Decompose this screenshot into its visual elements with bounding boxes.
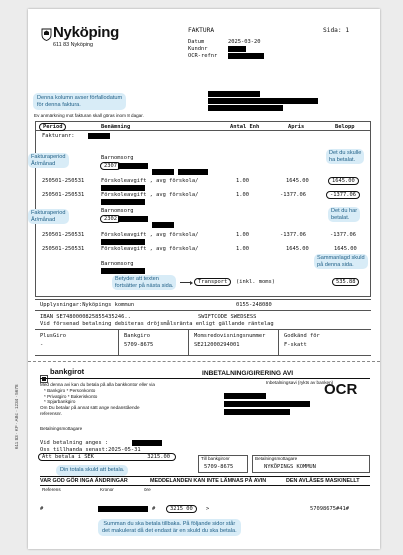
g1-row1-text: Förskoleavgift , avg förskola/: [101, 178, 199, 184]
bankgironr-value: 5709-8675: [204, 464, 234, 470]
iban: IBAN SE7480000825855435246..: [40, 314, 131, 320]
fakturanr-label: Fakturanr:: [42, 133, 75, 139]
group2-title: Barnomsorg: [101, 208, 134, 214]
invoice-page: [14, 9, 380, 549]
redacted-ref: [132, 440, 162, 446]
info-rule-3: [35, 329, 371, 330]
godkand-label: Godkänd för: [284, 333, 320, 339]
ocr-hash-2: #: [152, 506, 156, 512]
redacted-address-2: [208, 98, 318, 104]
redacted-ocr: [228, 53, 264, 59]
g1-row2-antal: 1.00: [236, 192, 249, 198]
crest-icon: [41, 28, 52, 41]
invoice-table: [35, 121, 371, 297]
g2-row2-period: 250501-250531: [42, 246, 85, 252]
group3-title: Barnomsorg: [101, 261, 134, 267]
kundnr-label: Kundnr: [188, 46, 208, 52]
redacted-g2-b: [152, 222, 174, 228]
g2-row2-antal: 1.00: [236, 246, 249, 252]
var-god: VAR GOD GÖR INGA ÄNDRINGAR: [40, 478, 128, 484]
redacted-slip-3: [224, 409, 290, 415]
redacted-g1-c: [178, 169, 208, 175]
slip-header-rule: [40, 378, 370, 379]
g2-row1-antal: 1.00: [236, 232, 249, 238]
moms-label: Momsredovisningsnummer: [194, 333, 266, 339]
g1-row2-belopp: -1377.06: [326, 191, 360, 199]
meddelanden: MEDDELANDEN KAN INTE LÄMNAS PÅ AVIN: [150, 478, 267, 484]
group1-title: Barnomsorg: [101, 155, 134, 161]
g1-row1-belopp: 1645.00: [328, 177, 359, 185]
vid-betalning: Vid betalning anges :: [40, 440, 109, 446]
g2-row2-belopp: 1645.00: [334, 246, 357, 252]
fakturaperiod-bubble-1: Fakturaperiod År/månad: [28, 153, 69, 168]
slip-bar-top: [40, 476, 370, 477]
should-pay-bubble: Det du skulle ha betalat.: [326, 149, 364, 164]
info-divider-2: [188, 329, 189, 355]
g2-row1-text: Förskoleavgift , avg förskola/: [101, 232, 199, 238]
mottagare-value: NYKÖPINGS KOMMUN: [264, 464, 316, 470]
redacted-address-1: [208, 91, 260, 97]
datum-label: Datum: [188, 39, 205, 45]
ore-label: öre: [144, 487, 151, 492]
side-text: 611 83 · KF · ABc · 1234 · 5678: [14, 384, 19, 449]
betalningsmottagare-small: Betalningsmottagare: [40, 426, 83, 431]
bankgiro-label: Bankgiro: [124, 333, 150, 339]
redacted-g3: [101, 268, 145, 274]
remark-note: Ev anmärkning mot fakturan skall göras inom 8 dagar.: [34, 113, 144, 118]
inbetalning-title: INBETALNING/GIRERING AVI: [202, 370, 294, 377]
bankgirot-text: bankgirot: [50, 367, 85, 376]
swift: SWIFTCODE SWEDSESS: [198, 314, 257, 320]
period-bubble: Denna kolumn avser förfallodatum för denna faktura.: [33, 93, 126, 110]
bankgironr-label: Till bankgironr: [201, 456, 230, 461]
transport-bubble: Betyder att texten fortsätter på nästa sida.: [112, 275, 176, 290]
g2-row1-period: 250501-250531: [42, 232, 85, 238]
redacted-g2-row1: [101, 239, 145, 245]
info-divider-1: [118, 329, 119, 355]
redacted-fakturanr: [88, 133, 110, 139]
transport-value: 535.88: [332, 278, 359, 286]
godkand-value: F-skatt: [284, 342, 307, 348]
redacted-ocr-number: [98, 506, 148, 512]
mottagare-label: Betalningsmottagare: [255, 456, 298, 461]
referens-label: Referens: [42, 487, 61, 492]
redacted-kundnr: [228, 46, 246, 52]
info-rule-2: [35, 310, 371, 311]
g1-row2-period: 250501-250531: [42, 192, 85, 198]
col-belopp: Belopp: [335, 124, 355, 130]
oss-tillhanda: Oss tillhanda senast:2025-05-31: [40, 447, 141, 453]
plusgiro-label: PlusGiro: [40, 333, 66, 339]
group2-period: 2302: [100, 215, 121, 223]
info-divider-3: [278, 329, 279, 355]
g1-row2-apris: -1377.06: [280, 192, 306, 198]
logo-text: Nyköping: [53, 24, 119, 41]
redacted-g2-a: [118, 216, 148, 222]
g1-row1-apris: 1645.00: [286, 178, 309, 184]
g1-row1-period: 250501-250531: [42, 178, 85, 184]
upplysningar: Upplysningar:Nyköpings kommun: [40, 302, 135, 308]
g2-row1-belopp: -1377.06: [330, 232, 356, 238]
sender-address: 611 83 Nyköping: [53, 42, 94, 48]
redacted-slip-1: [224, 393, 266, 399]
transport-label: Transport: [194, 278, 231, 286]
ocr-label: OCR-refnr: [188, 53, 218, 59]
redacted-g1-row2: [101, 199, 145, 205]
doc-title: FAKTURA: [188, 27, 215, 34]
table-header-rule: [35, 130, 371, 131]
g2-row2-text: Förskoleavgift , avg förskola/: [101, 246, 199, 252]
moms-value: SE212000294001: [194, 342, 240, 348]
perforation: [28, 361, 380, 362]
logo: [41, 26, 52, 45]
ocr-gt: >: [206, 506, 210, 512]
g1-row1-antal: 1.00: [236, 178, 249, 184]
bottom-bubble: Summan du ska betala tillbaka. På följande sidor står det makulerat då det endast är en skuld du ska betala.: [98, 519, 241, 536]
att-betala-box: Att betala i SEK 3215.00: [38, 453, 176, 461]
kronor-label: Kronor: [100, 487, 114, 492]
col-benamning: Benämning: [101, 124, 131, 130]
g1-row2-text: Förskoleavgift , avg förskola/: [101, 192, 199, 198]
ocr-big: OCR: [324, 381, 358, 398]
phone: 0155-248080: [236, 302, 272, 308]
group1-period: 2307: [100, 162, 121, 170]
ocr-amount: 3215 00: [166, 505, 197, 513]
col-apris: Apris: [288, 124, 305, 130]
late-fee: Vid försenad betalning debiteras dröjsmålsränta enligt gällande räntelag: [40, 321, 274, 327]
plusgiro-value: -: [40, 342, 44, 348]
ins-small: Inbetalningsavi (rykts av banken): [266, 380, 334, 385]
slip-bar-bottom: [40, 485, 370, 486]
ocr-suffix: 57098675#41#: [310, 506, 349, 512]
paid-bubble: Det du har betalat.: [328, 207, 360, 222]
col-antal: Antal Enh: [230, 124, 260, 130]
info-bottom-rule: [35, 355, 371, 356]
redacted-g1-b: [152, 169, 174, 175]
fakturaperiod-bubble-2: Fakturaperiod År/månad: [28, 209, 69, 224]
g2-row1-apris: -1377.06: [280, 232, 306, 238]
ocr-hash: #: [40, 506, 44, 512]
slip-instructions: Med denna avi kan du betala på alla bankkontor eller via * Bankgiro * Personkonto * Privatgiro * Bakeriskonto * Spjarbankgiro Om Du betalar på annat sätt ange nedanstående referensnr.: [40, 382, 155, 416]
bankgiro-value: 5709-8675: [124, 342, 154, 348]
g2-row2-apris: 1645.00: [286, 246, 309, 252]
redacted-address-3: [208, 105, 283, 111]
datum-value: 2025-03-20: [228, 39, 261, 45]
total-debt-bubble: Din totala skuld att betala.: [56, 465, 128, 476]
redacted-g1-row1: [101, 185, 145, 191]
transport-arrow: [180, 282, 190, 283]
den-avlases: DEN AVLÄSES MASKINELLT: [286, 478, 360, 484]
total-bubble: Sammanlagd skuld på denna sida.: [314, 254, 368, 269]
redacted-g1-a: [118, 163, 148, 169]
page-number: Sida: 1: [323, 27, 350, 34]
info-top-rule: [35, 299, 371, 300]
transport-suffix: (inkl. moms): [236, 279, 275, 285]
redacted-slip-2: [224, 401, 310, 407]
col-period: Period: [39, 123, 66, 131]
